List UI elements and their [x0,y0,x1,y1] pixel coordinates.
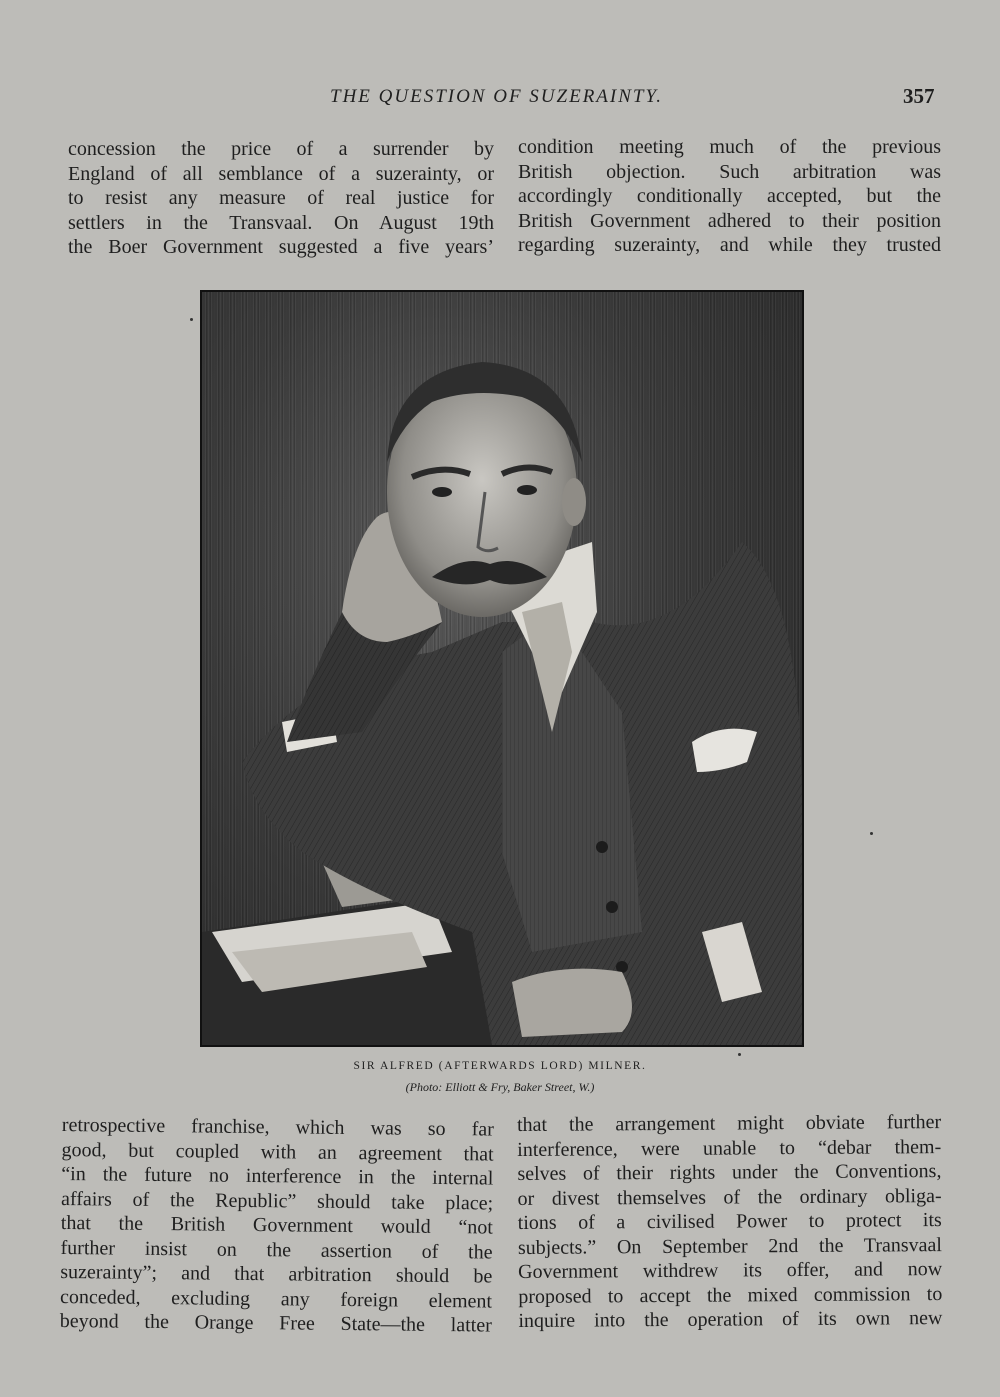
text-line: that the arrangement might obviate further [517,1111,942,1136]
print-speck [190,318,193,321]
text-line: interference, were unable to “debar them- [517,1135,942,1161]
running-head [0,86,1000,116]
text-line: proposed to accept the mixed commission to [518,1282,943,1308]
portrait-engraving [200,290,804,1047]
text-line: suzerainty”; and that arbitration should be [60,1260,493,1288]
text-line: “in the future no interference in the internal [61,1162,494,1190]
text-line: or divest themselves of the ordinary obliga- [517,1184,942,1210]
photo-credit: (Photo: Elliott & Fry, Baker Street, W.) [405,1080,595,1094]
page-number: 357 [903,84,935,108]
text-line: conceded, excluding any foreign element [59,1285,493,1313]
text-line: settlers in the Transvaal. On August 19th [68,211,494,234]
text-line: Government withdrew its offer, and now [518,1258,943,1283]
figure-caption: SIR ALFRED (AFTERWARDS LORD) MILNER. [353,1060,647,1072]
text-line: further insist on the assertion of the [60,1236,493,1264]
text-line: the Boer Government suggested a five years’ [68,236,494,258]
text-line: selves of their rights under the Conventions, [517,1160,942,1185]
text-line: subjects.” On September 2nd the Transvaal [517,1233,943,1259]
text-line: to resist any measure of real justice for [68,187,494,209]
portrait-illustration [202,292,802,1045]
text-line: tions of a civilised Power to protect its [517,1209,942,1234]
text-line: accordingly conditionally accepted, but the [518,185,941,207]
text-line: England of all semblance of a suzerainty, or [68,162,494,185]
text-line: inquire into the operation of its own new [518,1307,943,1332]
running-title: THE QUESTION OF SUZERAINTY. [330,86,664,107]
text-line: British Government adhered to their position [518,209,941,232]
bottom-right-text-column [517,1110,943,1333]
text-line: affairs of the Republic” should take place; [60,1187,494,1215]
text-line: concession the price of a surrender by [68,138,494,160]
top-right-text-column [518,135,941,258]
bottom-left-text-column [60,1113,494,1338]
text-line: retrospective franchise, which was so far [61,1114,494,1141]
text-line: that the British Government would “not [60,1211,493,1239]
text-line: good, but coupled with an agreement that [61,1138,494,1166]
top-left-text-column [68,137,494,260]
text-line: beyond the Orange Free State—the latter [59,1309,492,1337]
text-line: regarding suzerainty, and while they trusted [518,234,941,256]
print-speck [738,1053,741,1056]
text-line: British objection. Such arbitration was [518,160,941,183]
text-line: condition meeting much of the previous [518,136,941,158]
print-speck [870,832,873,835]
